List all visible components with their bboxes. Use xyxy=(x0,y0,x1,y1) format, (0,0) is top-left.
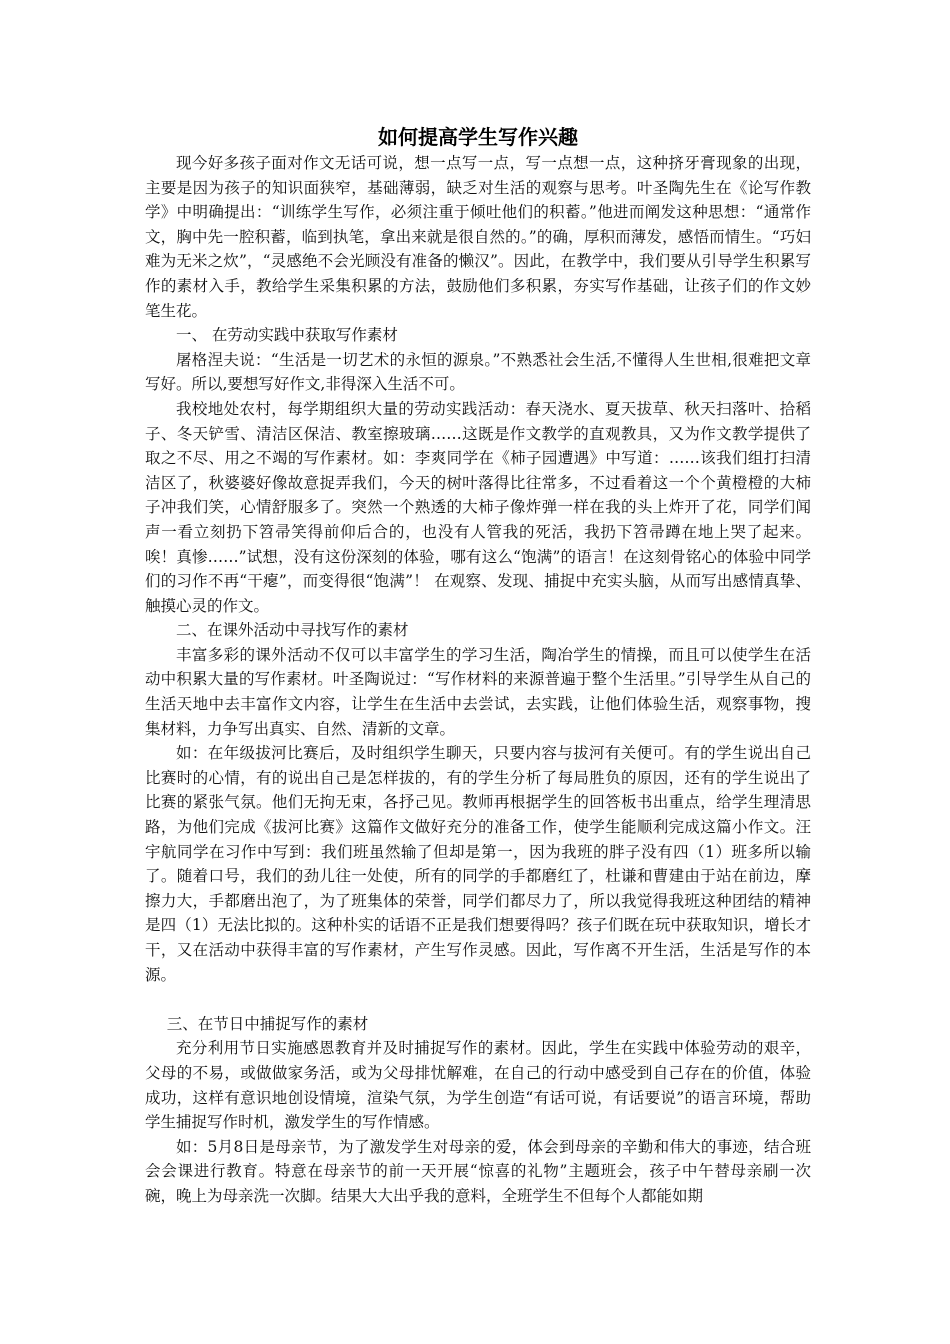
blank-line xyxy=(145,987,811,1012)
intro-paragraph: 现今好多孩子面对作文无话可说，想一点写一点，写一点想一点，这种挤牙膏现象的出现，主要是因为孩子的知识面狭窄，基础薄弱，缺乏对生活的观察与思考。叶圣陶先生在《论写作教学》中明确提出：“训练学生写作，必须注重于倾吐他们的积蓄。”他进而阐发这种思想：“通常作文，胸中先一腔积蓄，临到执笔，拿出来就是很自然的。”的确，厚积而薄发，感悟而情生。“巧妇难为无米之炊”，“灵感绝不会光顾没有准备的懒汉”。因此，在教学中，我们要从引导学生积累写作的素材入手，教给学生采集积累的方法，鼓励他们多积累，夯实写作基础，让孩子们的作文妙笔生花。 xyxy=(145,154,811,320)
section-2-heading: 二、在课外活动中寻找写作的素材 xyxy=(176,621,409,640)
section-1-paragraph-2: 我校地处农村，每学期组织大量的劳动实践活动：春天浇水、夏天拔草、秋天扫落叶、拾稻子、冬天铲雪、清洁区保洁、教室擦玻璃……这既是作文教学的直观教具，又为作文教学提供了取之不尽、用之不竭的写作素材。如：李爽同学在《柿子园遭遇》中写道：……该我们组打扫清洁区了，秋婆婆好像故意捉弄我们，今天的树叶落得比往常多，不过看着这一个个黄橙橙的大柿子冲我们笑，心情舒服多了。突然一个熟透的大柿子像炸弹一样在我的头上炸开了花，同学们闻声一看立刻扔下笤帚笑得前仰后合的，也没有人管我的死活，我扔下笤帚蹲在地上哭了起来。唉！真惨……”试想，没有这份深刻的体验，哪有这么“饱满”的语言！在这刻骨铭心的体验中同学们的习作不再“干瘪”，而变得很“饱满”！ 在观察、发现、捕捉中充实头脑，从而写出感情真挚、触摸心灵的作文。 xyxy=(145,399,811,615)
document-body xyxy=(145,122,811,1209)
section-2-paragraph-2: 如：在年级拔河比赛后，及时组织学生聊天，只要内容与拔河有关便可。有的学生说出自己比赛时的心情，有的说出自己是怎样拔的，有的学生分析了每局胜负的原因，还有的学生说出了比赛的紧张气氛。他们无拘无束，各抒己见。教师再根据学生的回答板书出重点，给学生理清思路，为他们完成《拔河比赛》这篇作文做好充分的准备工作，使学生能顺利完成这篇小作文。汪宇航同学在习作中写到：我们班虽然输了但却是第一，因为我班的胖子没有四（1）班多所以输了。随着口号，我们的劲儿往一处使，所有的同学的手都磨红了，杜谦和曹建由于站在前边，摩擦力大，手都磨出泡了，为了班集体的荣誉，同学们都尽力了，所以我觉得我班这种团结的精神是四（1）无法比拟的。这种朴实的话语不正是我们想要得吗？孩子们既在玩中获取知识，增长才干，又在活动中获得丰富的写作素材，产生写作灵感。因此，写作离不开生活，生活是写作的本源。 xyxy=(145,744,811,984)
section-1-paragraph-1: 屠格涅夫说：“生活是一切艺术的永恒的源泉。”不熟悉社会生活,不懂得人生世相,很难把文章写好。所以,要想写好作文,非得深入生活不可。 xyxy=(145,350,811,394)
section-3-heading: 三、在节日中捕捉写作的素材 xyxy=(166,1014,369,1033)
section-3-paragraph-1: 充分利用节日实施感恩教育并及时捕捉写作的素材。因此，学生在实践中体验劳动的艰辛，父母的不易，或做做家务活，或为父母排忧解难，在自己的行动中感受到自己存在的价值，体验成功，这样有意识地创设情境，渲染气氛，为学生创造“有话可说，有话要说”的语言环境，帮助学生捕捉写作时机，激发学生的写作情感。 xyxy=(145,1039,811,1132)
section-1-heading: 一、 在劳动实践中获取写作素材 xyxy=(176,326,398,345)
section-3-paragraph-2: 如：5月8日是母亲节，为了激发学生对母亲的爱，体会到母亲的辛勤和伟大的事迹，结合班会会课进行教育。特意在母亲节的前一天开展“惊喜的礼物”主题班会，孩子中午替母亲刷一次碗，晚上为母亲洗一次脚。结果大大出乎我的意料，全班学生不但每个人都能如期 xyxy=(145,1137,811,1205)
section-2-paragraph-1: 丰富多彩的课外活动不仅可以丰富学生的学习生活，陶冶学生的情操，而且可以使学生在活动中积累大量的写作素材。叶圣陶说过：“写作材料的来源普遍于整个生活里。”引导学生从自己的生活天地中去丰富作文内容，让学生在生活中去尝试，去实践，让他们体验生活，观察事物，搜集材料，力争写出真实、自然、清新的文章。 xyxy=(145,645,811,738)
document-title: 如何提高学生写作兴趣 xyxy=(378,125,578,149)
